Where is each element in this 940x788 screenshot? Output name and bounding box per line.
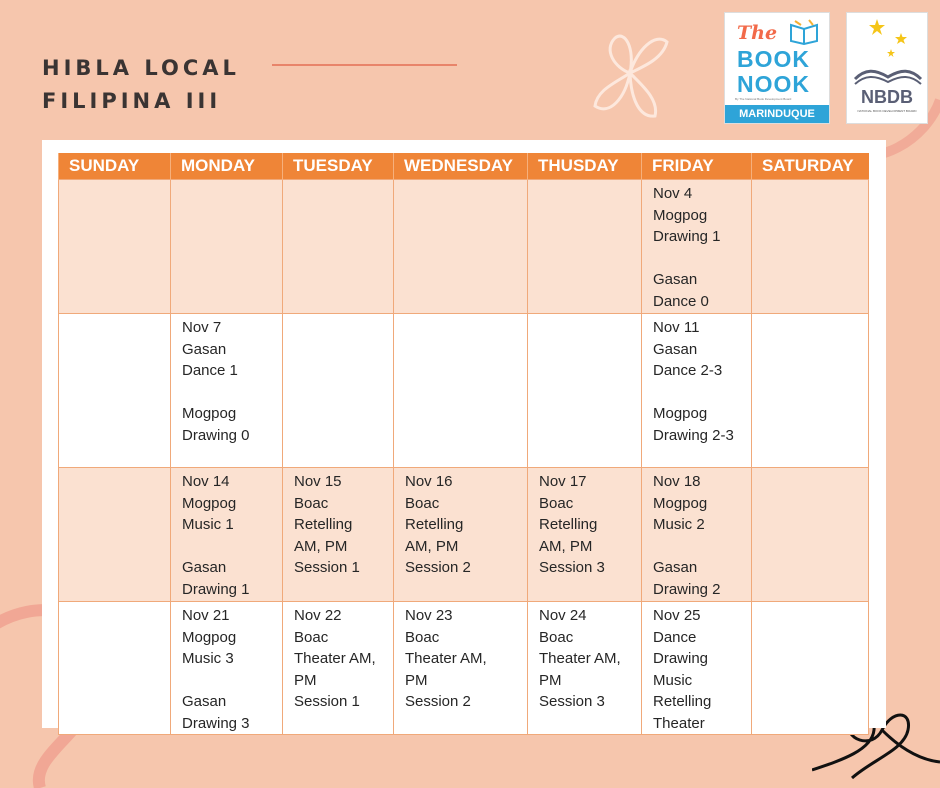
day-header-tuesday: TUESDAY (283, 153, 394, 180)
calendar-day-cell (528, 602, 642, 735)
cell-text-line: AM, PM (405, 537, 459, 555)
calendar-day-cell (394, 314, 528, 468)
calendar-week-row (59, 468, 869, 602)
calendar-day-cell (642, 314, 752, 468)
cell-text-line: Boac (405, 494, 440, 512)
cell-text-line (182, 670, 282, 692)
calendar-card (42, 140, 886, 732)
nbdb-name: NBDB (861, 87, 913, 107)
calendar-day-cell (171, 180, 283, 314)
cell-text-line: Mogpog (653, 405, 708, 422)
cell-text-line: Gasan (653, 340, 698, 358)
title-divider (272, 64, 457, 66)
cell-text-line: Nov 7 (182, 319, 222, 336)
cell-text-line: Dance 0 (653, 292, 709, 310)
calendar-day-cell (59, 468, 171, 602)
cell-text-line: Theater (653, 714, 705, 732)
cell-text-line: Dance 1 (182, 362, 238, 379)
day-header-sunday: SUNDAY (59, 153, 171, 180)
cell-text-line: Nov 18 (653, 473, 701, 490)
calendar-day-cell (171, 602, 283, 735)
cell-text-line: Nov 11 (653, 319, 700, 336)
cell-text-line: Gasan (653, 559, 698, 576)
day-header-wednesday: WEDNESDAY (394, 153, 528, 180)
waves-icon (853, 65, 923, 85)
cell-text-line: Nov 4 (653, 185, 693, 202)
cell-text-line: Theater AM, (294, 650, 376, 667)
cell-text-line (182, 382, 282, 404)
cell-text-line (653, 382, 751, 404)
cell-text-line: Drawing 1 (182, 580, 250, 598)
calendar-day-cell (528, 314, 642, 468)
calendar-day-cell (752, 468, 869, 602)
cell-text-line: Nov 22 (294, 607, 342, 624)
cell-text-line: Nov 21 (182, 607, 230, 624)
page-title (42, 52, 240, 118)
calendar-day-cell (642, 602, 752, 735)
cell-text-line: Nov 24 (539, 607, 587, 624)
cell-text-line: Nov 15 (294, 473, 342, 490)
cell-text-line: Session 1 (294, 559, 360, 576)
cell-text-line: Retelling (653, 693, 712, 710)
booknook-the: The (737, 22, 778, 44)
cell-text-line: Drawing 2-3 (653, 426, 734, 444)
cell-text-line: Session 3 (539, 559, 605, 576)
day-header-friday: FRIDAY (642, 153, 752, 180)
booknook-location: MARINDUQUE (725, 105, 829, 123)
cell-text-line: Music 1 (182, 516, 234, 533)
calendar-day-cell (642, 180, 752, 314)
cell-text-line: Gasan (182, 340, 227, 358)
booknook-logo (724, 12, 830, 124)
calendar-day-cell (59, 314, 171, 468)
schedule-calendar (58, 153, 869, 735)
cell-text-line: Dance 2-3 (653, 362, 723, 379)
cell-text-line: PM (539, 671, 562, 689)
calendar-day-cell (283, 314, 394, 468)
cell-text-line: PM (405, 671, 428, 689)
cell-text-line: Retelling (294, 516, 353, 533)
calendar-day-cell (171, 314, 283, 468)
calendar-day-cell (283, 180, 394, 314)
cell-text-line: Nov 16 (405, 473, 453, 490)
calendar-day-cell (752, 314, 869, 468)
cell-text-line: Theater AM, (539, 650, 621, 667)
cell-text-line: AM, PM (294, 537, 348, 555)
title-line-1: HIBLA LOCAL (42, 56, 240, 80)
calendar-day-cell (394, 468, 528, 602)
title-line-2: FILIPINA III (42, 89, 222, 113)
open-book-icon (789, 19, 819, 45)
cell-text-line: Music 2 (653, 516, 705, 533)
cell-text-line: Theater AM, (405, 650, 487, 667)
cell-text-line (653, 536, 751, 558)
calendar-day-cell (752, 602, 869, 735)
cell-text-line: Drawing (653, 650, 709, 667)
calendar-day-cell (283, 468, 394, 602)
booknook-tagline: By The National Book Development Board (735, 97, 792, 101)
cell-text-line: Gasan (653, 271, 698, 288)
cell-text-line: AM, PM (539, 537, 593, 555)
cell-text-line: Boac (539, 494, 574, 512)
stars-icon (867, 17, 911, 61)
cell-text-line (653, 248, 751, 270)
calendar-day-cell (394, 602, 528, 735)
calendar-day-cell (528, 468, 642, 602)
cell-text-line: Music 3 (182, 650, 234, 667)
cell-text-line: Session 2 (405, 693, 471, 710)
calendar-day-cell (59, 180, 171, 314)
cell-text-line: Drawing 3 (182, 714, 250, 732)
cell-text-line: Nov 23 (405, 607, 453, 624)
cell-text-line: Retelling (539, 516, 598, 533)
calendar-week-row (59, 314, 869, 468)
cell-text-line: Retelling (405, 516, 464, 533)
cell-text-line: Mogpog (182, 405, 237, 422)
cell-text-line: Nov 25 (653, 607, 701, 624)
calendar-day-cell (528, 180, 642, 314)
cell-text-line: Dance (653, 628, 697, 646)
cell-text-line: Mogpog (182, 494, 237, 512)
cell-text-line: Drawing 0 (182, 426, 250, 444)
cell-text-line: Drawing 1 (653, 228, 721, 245)
nbdb-logo (846, 12, 928, 124)
cell-text-line: PM (294, 671, 317, 689)
cell-text-line: Mogpog (182, 628, 237, 646)
flower-doodle-icon (585, 28, 675, 123)
booknook-nook: NOOK (737, 71, 810, 97)
day-header-thursday: THUSDAY (528, 153, 642, 180)
cell-text-line: Boac (405, 628, 440, 646)
cell-text-line: Mogpog (653, 494, 708, 512)
cell-text-line: Nov 14 (182, 473, 230, 490)
cell-text-line: Drawing 2 (653, 580, 721, 598)
calendar-day-cell (394, 180, 528, 314)
cell-text-line: Mogpog (653, 206, 708, 224)
calendar-week-row (59, 602, 869, 735)
cell-text-line: Boac (294, 628, 329, 646)
cell-text-line: Music (653, 671, 693, 689)
calendar-week-row (59, 180, 869, 314)
booknook-book: BOOK (737, 46, 810, 72)
cell-text-line: Boac (294, 494, 329, 512)
cell-text-line: Boac (539, 628, 574, 646)
cell-text-line: Nov 17 (539, 473, 587, 490)
calendar-day-cell (752, 180, 869, 314)
calendar-day-cell (283, 602, 394, 735)
calendar-day-cell (59, 602, 171, 735)
calendar-day-cell (171, 468, 283, 602)
cell-text-line: Session 3 (539, 693, 605, 710)
day-header-monday: MONDAY (171, 153, 283, 180)
weekday-header (59, 153, 869, 180)
cell-text-line (182, 536, 282, 558)
cell-text-line: Gasan (182, 559, 227, 576)
cell-text-line: Gasan (182, 693, 227, 710)
cell-text-line: Session 1 (294, 693, 360, 710)
calendar-day-cell (642, 468, 752, 602)
day-header-saturday: SATURDAY (752, 153, 869, 180)
nbdb-subtitle: NATIONAL BOOK DEVELOPMENT BOARD (857, 109, 917, 113)
cell-text-line: Session 2 (405, 559, 471, 576)
